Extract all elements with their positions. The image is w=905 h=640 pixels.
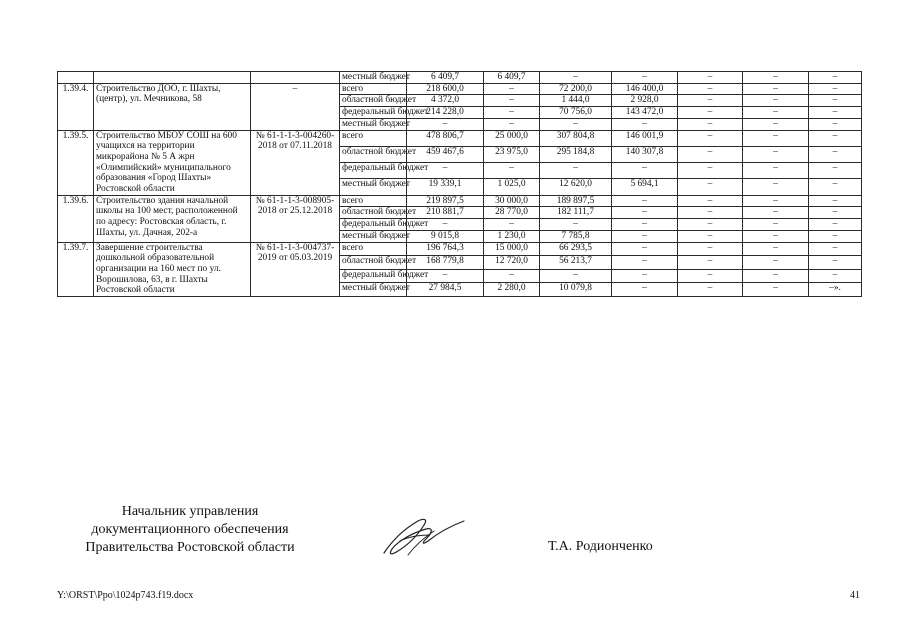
page-number: 41 xyxy=(850,590,860,601)
amount-cell: – xyxy=(678,269,743,283)
amount-cell: – xyxy=(484,107,540,119)
amount-cell: 210 881,7 xyxy=(407,207,484,219)
amount-cell: – xyxy=(743,107,809,119)
funding-source-cell: всего xyxy=(340,83,407,95)
amount-cell: – xyxy=(809,230,862,242)
amount-cell: 27 984,5 xyxy=(407,283,484,297)
amount-cell: 2 280,0 xyxy=(484,283,540,297)
amount-cell: 1 025,0 xyxy=(484,179,540,195)
amount-cell: – xyxy=(678,207,743,219)
signatory-title-line: Начальник управления xyxy=(121,504,259,519)
amount-cell: – xyxy=(612,269,678,283)
amount-cell: – xyxy=(743,72,809,84)
amount-cell: 10 079,8 xyxy=(540,283,612,297)
amount-cell: 189 897,5 xyxy=(540,195,612,207)
amount-cell: 72 200,0 xyxy=(540,83,612,95)
amount-cell: 295 184,8 xyxy=(540,146,612,162)
amount-cell: 28 770,0 xyxy=(484,207,540,219)
signatory-title-line: Правительства Ростовской области xyxy=(85,540,295,555)
funding-source-cell: федеральный бюджет xyxy=(340,163,407,179)
amount-cell: – xyxy=(678,195,743,207)
permit-cell: – xyxy=(251,83,340,130)
amount-cell: 196 764,3 xyxy=(407,242,484,256)
item-number-cell: 1.39.4. xyxy=(58,83,94,130)
amount-cell: – xyxy=(743,163,809,179)
amount-cell: – xyxy=(809,242,862,256)
description-cell: Строительство МБОУ СОШ на 600 учащихся на территории микрорайона № 5 А жрн «Олимпийский» муниципального образования «Город Шахты» Ростовской области xyxy=(94,130,251,195)
amount-cell: – xyxy=(407,163,484,179)
item-number-cell: 1.39.5. xyxy=(58,130,94,195)
handwritten-signature xyxy=(378,511,470,561)
funding-source-cell: федеральный бюджет xyxy=(340,107,407,119)
amount-cell: – xyxy=(612,256,678,270)
amount-cell: – xyxy=(743,95,809,107)
funding-source-cell: всего xyxy=(340,195,407,207)
signatory-name: Т.А. Родионченко xyxy=(548,539,653,554)
amount-cell: 146 400,0 xyxy=(612,83,678,95)
amount-cell: – xyxy=(809,163,862,179)
amount-cell: 459 467,6 xyxy=(407,146,484,162)
amount-cell: – xyxy=(484,269,540,283)
amount-cell: – xyxy=(743,283,809,297)
budget-table xyxy=(57,71,862,297)
amount-cell: – xyxy=(678,242,743,256)
amount-cell: – xyxy=(743,219,809,231)
amount-cell: – xyxy=(540,118,612,130)
amount-cell: – xyxy=(612,207,678,219)
funding-source-cell: областной бюджет xyxy=(340,95,407,107)
amount-cell: – xyxy=(678,230,743,242)
amount-cell: – xyxy=(743,242,809,256)
amount-cell: 56 213,7 xyxy=(540,256,612,270)
amount-cell: – xyxy=(809,146,862,162)
signatory-title xyxy=(60,503,320,557)
amount-cell: – xyxy=(407,269,484,283)
amount-cell: – xyxy=(809,207,862,219)
amount-cell: – xyxy=(743,130,809,146)
amount-cell: – xyxy=(743,195,809,207)
amount-cell: – xyxy=(540,219,612,231)
amount-cell: 5 694,1 xyxy=(612,179,678,195)
amount-cell: –». xyxy=(809,283,862,297)
funding-source-cell: федеральный бюджет xyxy=(340,269,407,283)
amount-cell: – xyxy=(612,118,678,130)
amount-cell: – xyxy=(809,269,862,283)
description-cell: Строительство здания начальной школы на 100 мест, расположенной по адресу: Ростовская область, г. Шахты, ул. Дачная, 202-а xyxy=(94,195,251,242)
amount-cell: – xyxy=(743,83,809,95)
amount-cell: – xyxy=(612,195,678,207)
amount-cell: 478 806,7 xyxy=(407,130,484,146)
amount-cell: 146 001,9 xyxy=(612,130,678,146)
funding-source-cell: местный бюджет xyxy=(340,230,407,242)
amount-cell: – xyxy=(678,95,743,107)
description-cell: Строительство ДОО, г. Шахты, (центр), ул. Мечникова, 58 xyxy=(94,83,251,130)
amount-cell: – xyxy=(743,179,809,195)
amount-cell: – xyxy=(743,207,809,219)
description-cell: Завершение строительства дошкольной образовательной организации на 160 мест по ул. Ворошилова, 63, в г. Шахты Ростовской области xyxy=(94,242,251,297)
funding-source-cell: всего xyxy=(340,242,407,256)
amount-cell: 6 409,7 xyxy=(407,72,484,84)
funding-source-cell: областной бюджет xyxy=(340,207,407,219)
amount-cell: – xyxy=(540,72,612,84)
permit-cell: № 61-1-1-3-008905-2018 от 25.12.2018 xyxy=(251,195,340,242)
amount-cell: 23 975,0 xyxy=(484,146,540,162)
description-cell xyxy=(94,72,251,84)
amount-cell: – xyxy=(484,163,540,179)
amount-cell: – xyxy=(809,72,862,84)
amount-cell: – xyxy=(809,179,862,195)
amount-cell: – xyxy=(809,83,862,95)
amount-cell: – xyxy=(540,163,612,179)
amount-cell: 19 339,1 xyxy=(407,179,484,195)
amount-cell: – xyxy=(809,95,862,107)
amount-cell: – xyxy=(743,118,809,130)
amount-cell: – xyxy=(540,269,612,283)
amount-cell: – xyxy=(678,130,743,146)
amount-cell: – xyxy=(743,230,809,242)
amount-cell: 140 307,8 xyxy=(612,146,678,162)
amount-cell: – xyxy=(612,283,678,297)
permit-cell: № 61-1-1-3-004260-2018 от 07.11.2018 xyxy=(251,130,340,195)
amount-cell: 15 000,0 xyxy=(484,242,540,256)
table-row xyxy=(58,242,862,256)
amount-cell: – xyxy=(809,256,862,270)
table-row xyxy=(58,130,862,146)
funding-source-cell: местный бюджет xyxy=(340,72,407,84)
footer-file-path: Y:\ORST\Ppo\1024p743.f19.docx xyxy=(57,590,194,601)
amount-cell: 1 230,0 xyxy=(484,230,540,242)
amount-cell: 12 620,0 xyxy=(540,179,612,195)
amount-cell: – xyxy=(743,146,809,162)
amount-cell: 25 000,0 xyxy=(484,130,540,146)
table-row xyxy=(58,83,862,95)
amount-cell: – xyxy=(484,118,540,130)
funding-source-cell: местный бюджет xyxy=(340,179,407,195)
amount-cell: 168 779,8 xyxy=(407,256,484,270)
amount-cell: – xyxy=(484,83,540,95)
amount-cell: 143 472,0 xyxy=(612,107,678,119)
signatory-title-line: документационного обеспечения xyxy=(91,522,289,537)
amount-cell: – xyxy=(678,283,743,297)
amount-cell: 6 409,7 xyxy=(484,72,540,84)
amount-cell: – xyxy=(612,230,678,242)
funding-source-cell: всего xyxy=(340,130,407,146)
amount-cell: – xyxy=(678,163,743,179)
amount-cell: – xyxy=(809,107,862,119)
amount-cell: – xyxy=(809,219,862,231)
amount-cell: 66 293,5 xyxy=(540,242,612,256)
amount-cell: – xyxy=(809,118,862,130)
amount-cell: 4 372,0 xyxy=(407,95,484,107)
amount-cell: 70 756,0 xyxy=(540,107,612,119)
amount-cell: 214 228,0 xyxy=(407,107,484,119)
amount-cell: 219 897,5 xyxy=(407,195,484,207)
amount-cell: – xyxy=(678,107,743,119)
table-body xyxy=(58,72,862,297)
amount-cell: – xyxy=(678,256,743,270)
amount-cell: – xyxy=(743,256,809,270)
amount-cell: – xyxy=(484,95,540,107)
amount-cell: 12 720,0 xyxy=(484,256,540,270)
amount-cell: – xyxy=(407,219,484,231)
item-number-cell: 1.39.7. xyxy=(58,242,94,297)
amount-cell: – xyxy=(612,163,678,179)
amount-cell: 307 804,8 xyxy=(540,130,612,146)
amount-cell: – xyxy=(678,83,743,95)
funding-source-cell: федеральный бюджет xyxy=(340,219,407,231)
item-number-cell xyxy=(58,72,94,84)
amount-cell: 1 444,0 xyxy=(540,95,612,107)
amount-cell: – xyxy=(678,146,743,162)
permit-cell: № 61-1-1-3-004737-2019 от 05.03.2019 xyxy=(251,242,340,297)
funding-source-cell: местный бюджет xyxy=(340,283,407,297)
amount-cell: 9 015,8 xyxy=(407,230,484,242)
table-row xyxy=(58,195,862,207)
amount-cell: – xyxy=(678,72,743,84)
amount-cell: 7 785,8 xyxy=(540,230,612,242)
item-number-cell: 1.39.6. xyxy=(58,195,94,242)
amount-cell: 30 000,0 xyxy=(484,195,540,207)
amount-cell: 218 600,0 xyxy=(407,83,484,95)
amount-cell: 182 111,7 xyxy=(540,207,612,219)
funding-source-cell: областной бюджет xyxy=(340,146,407,162)
amount-cell: – xyxy=(809,195,862,207)
amount-cell: – xyxy=(612,242,678,256)
funding-source-cell: местный бюджет xyxy=(340,118,407,130)
amount-cell: 2 928,0 xyxy=(612,95,678,107)
amount-cell: – xyxy=(678,179,743,195)
amount-cell: – xyxy=(678,219,743,231)
amount-cell: – xyxy=(678,118,743,130)
amount-cell: – xyxy=(743,269,809,283)
amount-cell: – xyxy=(407,118,484,130)
permit-cell xyxy=(251,72,340,84)
amount-cell: – xyxy=(612,72,678,84)
amount-cell: – xyxy=(612,219,678,231)
amount-cell: – xyxy=(484,219,540,231)
funding-source-cell: областной бюджет xyxy=(340,256,407,270)
amount-cell: – xyxy=(809,130,862,146)
table-row xyxy=(58,72,862,84)
